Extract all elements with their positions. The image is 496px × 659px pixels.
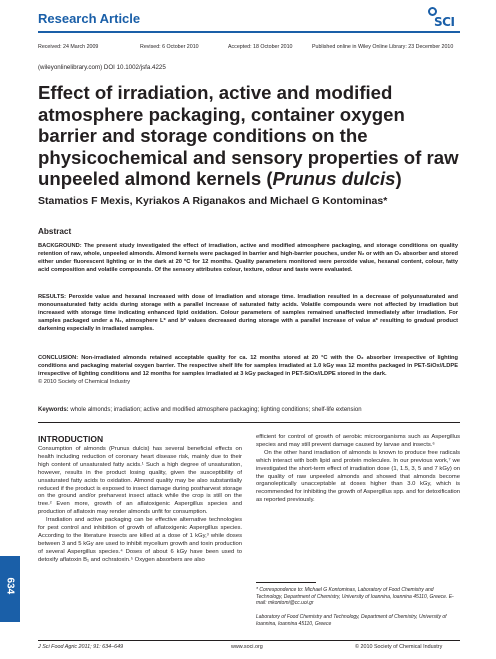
abstract-copyright: © 2010 Society of Chemical Industry [38, 379, 131, 385]
page-number: 634 [4, 577, 16, 595]
published-date: Published online in Wiley Online Library: 23 December 2010 [312, 44, 454, 50]
header-rule [38, 31, 460, 33]
left-column [38, 446, 242, 565]
abstract-results: RESULTS: Peroxide value and hexanal increased with dose of irradiation and storage time. Irradiation resulted in a decrease of polyunsaturated and monounsaturated fatty acids during storage with a parallel increase of saturated fatty acids. Volatile compounds were not affected by irradiation but increased with storage time indicating enhanced lipid oxidation. Colour parameters of samples remained unaffected immediately after irradiation. For samples packaged under a N₂, atmosphere L* and b* values decreased during storage with a parallel increase of value a* resulting to gradual product darkening especially in irradiated samples. [38, 294, 458, 332]
revised-date: Revised: 6 October 2010 [140, 44, 199, 50]
footnote-rule [256, 582, 316, 583]
journal-citation: J Sci Food Agric 2011; 91: 634–649 [38, 644, 124, 650]
title-main: Effect of irradiation, active and modified atmosphere packaging, container oxygen barrier and storage conditions on the physicochemical and sensory properties of raw unpeeled almond kernels ( [38, 82, 459, 189]
section-label: Research Article [38, 11, 141, 26]
logo-text: SCI [434, 15, 455, 29]
intro-paragraph-4: On the other hand irradiation of almonds is known to produce free radicals which interact with both lipid and protein molecules. In our previous work,⁷ we investigated the short-term effect of irradiation dose (1, 1.5, 3, 5 and 7 kGy) on the quality of raw unpeeled almonds and showed that almonds become organoleptically unacceptable at doses higher than 3.0 kGy, which is recommended for inhibiting the growth of Aspergillus spp. and for detoxification as reported previously. [256, 449, 460, 504]
abstract-background: BACKGROUND: The present study investigated the effect of irradiation, active and modified atmosphere packaging, and storage conditions on quality retention of raw, whole, unpeeled almonds. Almond kernels were packaged in barrier and high-barrier pouches, under N₂ or with an O₂ absorber and stored either under fluorescent lighting or in the dark at 20 °C for 12 months. Quality parameters monitored were peroxide value, hexanal content, colour, fatty acid composition and volatile compounds. Of the sensory attributes colour, texture, odour and taste were evaluated. [38, 243, 458, 273]
introduction-heading: INTRODUCTION [38, 434, 104, 444]
sci-logo [426, 7, 462, 31]
doi-line: (wileyonlinelibrary.com) DOI 10.1002/jsfa.4225 [38, 64, 166, 71]
intro-paragraph-2: Irradiation and active packaging can be effective alternative technologies for pest control and inhibition of growth of aflatoxigenic Aspergillus species. According to the literature insects are killed at a dose of 1 kGy,³ while doses between 3 and 5 kGy are used to inhibit mycelium growth and toxin production of several Aspergillus species.⁴ Doses of about 6 kGy have been used to detoxify aflatoxin B₁ and ochratoxin.⁵ Oxygen absorbers are also [38, 517, 242, 563]
intro-paragraph-3: efficient for control of growth of aerobic microorganisms such as Aspergillus species and may still prevent damage caused by larvae and insects.⁶ [256, 434, 460, 448]
abstract-heading: Abstract [38, 227, 72, 236]
article-title [38, 82, 468, 190]
affiliation-footnote: Laboratory of Food Chemistry and Technology, Department of Chemistry, University of Ioannina, Ioannina 45110, Greece [256, 614, 447, 627]
section-rule [38, 422, 460, 423]
keywords [38, 406, 458, 414]
accepted-date: Accepted: 18 October 2010 [228, 44, 293, 50]
correspondence-footnote: * Correspondence to: Michael G Kontominas, Laboratory of Food Chemistry and Technology, Department of Chemistry, University of Ioannina, Ioannina 45110, Greece. E-mail: mkontomi@cc.uoi.gr [256, 587, 454, 607]
abstract-conclusion-text: CONCLUSION: Non-irradiated almonds retained acceptable quality for ca. 12 months stored at 20 °C with the O₂ absorber irrespective of lighting conditions and packaging material oxygen barrier. The respective shelf life for samples irradiated at 1.0 kGy was 12 months packaged in PET-SiOx//LDPE irrespective of lighting conditions and 12 months for samples irradiated at 3 kGy packaged in PET-SiOx//LDPE stored in the dark. [38, 355, 458, 377]
keywords-label: Keywords: [38, 407, 69, 413]
journal-website[interactable]: www.soci.org [231, 644, 263, 650]
abstract-conclusion [38, 354, 458, 386]
intro-paragraph-1: Consumption of almonds (Prunus dulcis) has several beneficial effects on health including reduction of coronary heart disease risk, mainly due to their high content of unsaturated fatty acids.¹ Such a high degree of unsaturation, however, results in the product losing quality, given the susceptibility of unsaturated fatty acids to oxidation. Almond quality may be also substantially reduced if the product is exposed to insect damage during postharvest storage on the ground and/or preharvest insect attack while the crop is still on the tree.² Even more, growth of an aflatoxigenic Aspergillus species and production of aflatoxin may render almonds unfit for consumption. [38, 446, 242, 516]
received-date: Received: 24 March 2009 [38, 44, 99, 50]
title-end: ) [395, 168, 402, 189]
footer-rule [38, 640, 460, 641]
author-list: Stamatios F Mexis, Kyriakos A Riganakos and Michael G Kontominas* [38, 195, 388, 207]
keywords-text: whole almonds; irradiation; active and modified atmosphere packaging; lighting conditions; shelf-life extension [70, 407, 362, 413]
footer-copyright: © 2010 Society of Chemical Industry [355, 644, 443, 650]
title-species: Prunus dulcis [272, 168, 396, 189]
right-column [256, 434, 460, 505]
